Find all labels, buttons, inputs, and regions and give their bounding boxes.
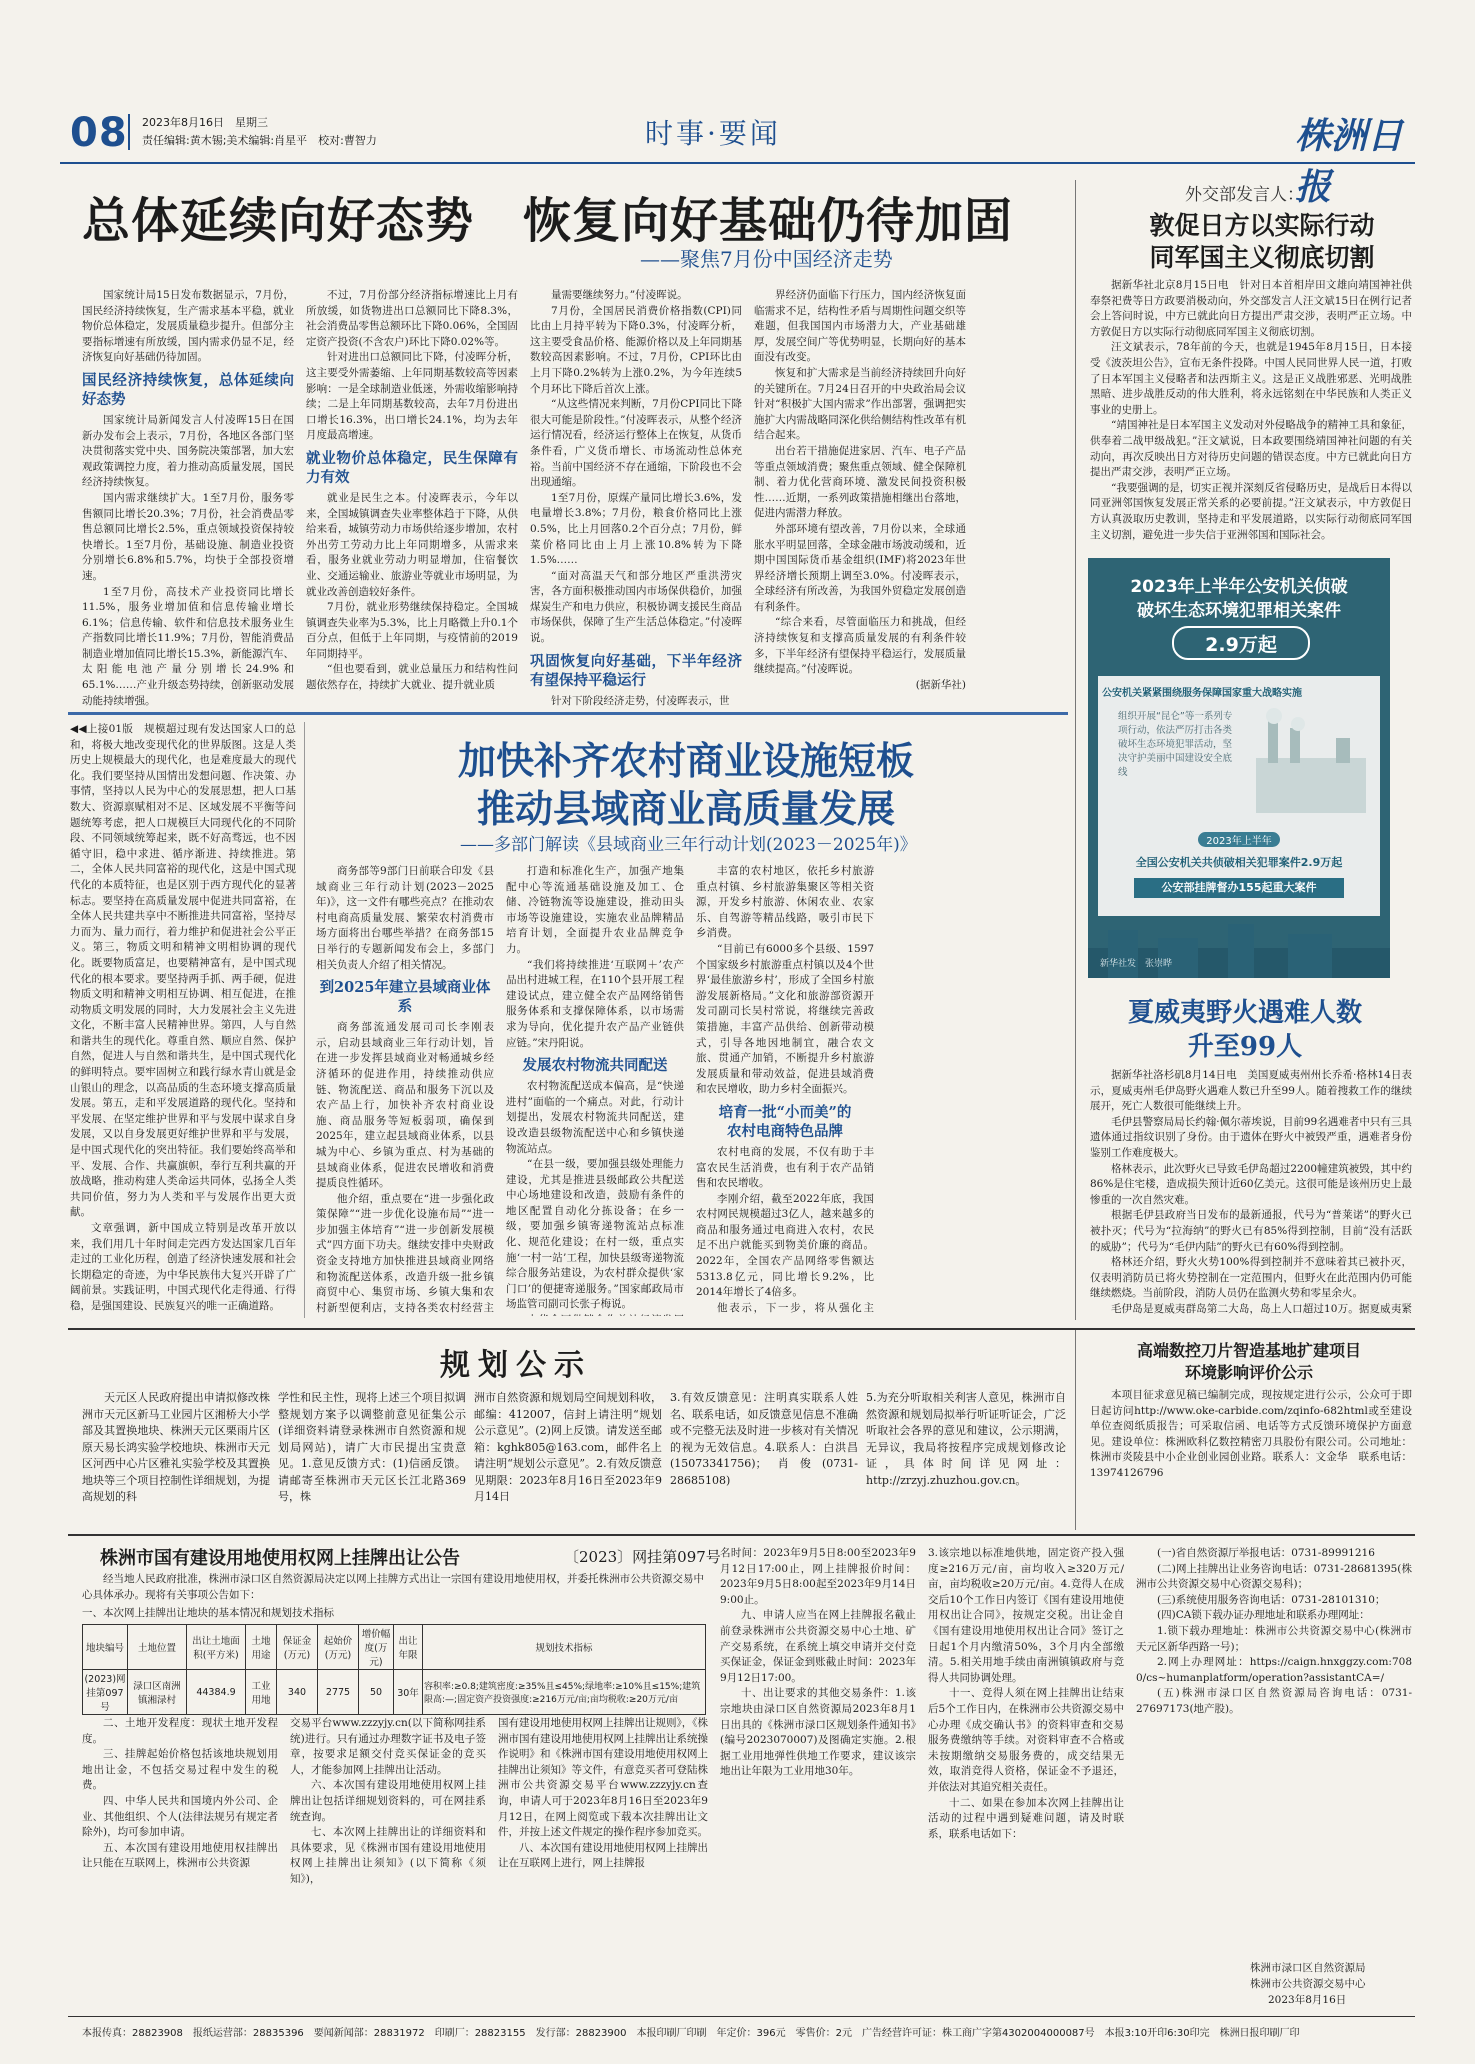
land-signature-2: 株洲市公共资源交易中心 xyxy=(1250,1978,1366,1990)
table-header-cell: 土地位置 xyxy=(128,1625,187,1670)
feature-c1-p2: 商务部流通发展司司长李刚表示，启动县域商业三年行动计划，旨在进一步发挥县域商业对畅通城乡经济循环的促进作用，持续推动供应链、物流配送、商品和服务下沉以及农产品上行，加快补齐农村商业设施、商品服务等短板弱项，确保到2025年，建立起县域商业体系，以县城为中心、乡镇为重点、村为基础的县域商业体系，促进农民增收和消费提质良性循环。 xyxy=(316,1021,494,1190)
lead-c4-p3: 出台若干措施促进家居、汽车、电子产品等重点领域消费；聚焦重点领域、健全保障机制、着力优化营商环境、激发民间投资积极性……近期，一系列政策措施相继出台落地，促进内需潜力释放。 xyxy=(754,444,966,520)
page-number: 08 xyxy=(70,110,128,156)
lead-source: (据新华社) xyxy=(915,678,966,691)
feature-c3-subhead-l2: 农村电商特色品牌 xyxy=(727,1122,843,1140)
lead-subtitle: ——聚焦7月份中国经济走势 xyxy=(640,247,893,271)
land-intro: 经当地人民政府批准，株洲市渌口区自然资源局决定以网上挂牌方式出让一宗国有建设用地使用权，并委托株洲市公共资源交易中心具体承办。现将有关事项公告如下： xyxy=(82,1573,704,1601)
lead-c1-p4: 1至7月份，高技术产业投资同比增长11.5%，服务业增加值和信息传输业增长6.1%；信息传输、软件和信息技术服务业生产指数同比增长11.9%；7月份，智能消费品制造业增加值同比增长15.3%，新能源汽车、太阳能电池产量分别增长24.9%和65.1%……产业升级态势持续，创新驱动发展动能持续增强。 xyxy=(82,585,294,707)
lead-c4-p4: 外部环境有望改善，7月份以来，全球通胀水平明显回落，全球金融市场波动缓和，近期中国国际货币基金组织(IMF)将2023年世界经济增长预期上调至3.0%。付凌晖表示，全球经济有所改善，为我国外贸稳定发展创造有利条件。 xyxy=(754,522,966,613)
feature-c3-p2: “目前已有6000多个县级、1597个国家级乡村旅游重点村镇以及4个世界‘最佳旅游乡村’，形成了全国乡村旅游发展新格局。”文化和旅游部资源开发司副司长吴村常说，将继续完善政策措施，丰富产品供给、创新带动模式，引导各地因地制宜，融合农文旅、贯通产加销，不断提升乡村旅游发展质量和带动效益，促进县域消费和农民增收，助力乡村全面振兴。 xyxy=(696,942,874,1096)
table-cell: 340 xyxy=(277,1670,318,1715)
wildfire-p3: 格林表示，此次野火已导致毛伊岛超过2200幢建筑被毁，其中约86%是住宅楼，造成损失预计近60亿美元。这很可能是该州历史上最惨重的一次自然灾难。 xyxy=(1090,1162,1412,1206)
land-m5: 八、本次国有建设用地使用权网上挂牌出让在互联网上进行，网上挂牌报 xyxy=(498,1841,708,1870)
mfa-title-line2: 同军国主义彻底切割 xyxy=(1149,243,1375,272)
footer-info: 本报传真：28823908 报纸运营部：28835396 要闻新闻部：28831972 印刷厂：28823155 发行部：28823900 本报印刷厂印刷 年定价：396元 零售价：2元 广告经营许可证：株工商广字第4302004000087号 本报3:10开印6:30印完 株洲日报印刷厂印 xyxy=(82,2028,1300,2039)
land-code: 〔2023〕网挂第097号 xyxy=(564,1548,721,1566)
land-m4: 国有建设用地使用权网上挂牌出让规则》，《株洲市国有建设用地使用权网上挂牌出让系统操作说明》和《株洲市国有建设用地使用权网上挂牌出让须知》等文件，有意竞买者可登陆株洲市公共资源交易平台www.zzzyjy.cn查询，申请人可于2023年8月16日至2023年9月12日，在网上阅览或下载本次挂牌出让文件，并按上述文件规定的操作程序参加竞买。 xyxy=(498,1717,708,1839)
table-header-cell: 起始价(万元) xyxy=(318,1625,359,1670)
feature-headline-line2: 推动县域商业高质量发展 xyxy=(476,786,895,831)
section-title: 时事·要闻 xyxy=(645,117,781,150)
wildfire-p2: 毛伊县警察局局长约翰·佩尔蒂埃说，目前99名遇难者中只有三具遗体通过指纹识别了身份。由于遗体在野火中被毁严重，遇难者身份鉴别工作难度极大。 xyxy=(1090,1115,1412,1159)
land-title: 株洲市国有建设用地使用权网上挂牌出让公告 xyxy=(100,1548,460,1569)
editor-credits: 责任编辑:黄木锡;美术编辑:肖星平 校对:曹智力 xyxy=(142,134,377,147)
lead-c1-p2: 国家统计局新闻发言人付凌晖15日在国新办发布会上表示，7月份，各地区各部门坚决贯彻落实党中央、国务院决策部署，加大宏观政策调控力度，着力推动高质量发展，国民经济持续恢复。 xyxy=(82,413,294,489)
land-column-4 xyxy=(720,1546,916,2010)
feature-c2-p5 xyxy=(506,1313,684,1316)
commentary-p2: 文章强调，新中国成立特别是改革开放以来，我们用几十年时间走完西方发达国家几百年走过的工业化历程，创造了经济快速发展和社会长期稳定的奇迹，为中华民族伟大复兴开辟了广阔前景。实践证明，中国式现代化走得通、行得稳，是强国建设、民族复兴的唯一正确道路。 xyxy=(70,1222,296,1312)
poster-factory-illustration xyxy=(1246,708,1376,818)
feature-column-3 xyxy=(696,864,874,1316)
land-r2: 九、申请人应当在网上挂牌报名截止前登录株洲市公共资源交易中心土地、矿产交易系统，在系统上填交申请并交付竞买保证金，保证金到账截止时间：2023年9月12日17:00。 xyxy=(720,1609,916,1684)
table-header-row xyxy=(83,1625,706,1670)
feature-c1-p3: 他介绍，重点要在“进一步强化政策保障”“进一步优化设施布局”“进一步加强主体培育”“进一步创新发展模式”四方面下功夫。继续安排中央财政资金支持地方加快推进县域商业网络和物流配送体系，改造升级一批乡镇商贸中心、集贸市场、乡镇大集和农村新型便利店，支持各类农村经营主 xyxy=(316,1192,494,1314)
table-header-cell: 增价幅度(万元) xyxy=(359,1625,394,1670)
land-contact-3: (三)系统使用服务咨询电话：0731-28101310； xyxy=(1157,1593,1386,1606)
poster-city-silhouette xyxy=(1088,918,1390,978)
land-r1: 名时间：2023年9月5日8:00至2023年9月12日17:00止，网上挂牌报价时间：2023年9月5日8:00起至2023年9月14日9:00止。 xyxy=(720,1547,916,1606)
feature-c1-p1: 商务部等9部门日前联合印发《县域商业三年行动计划(2023－2025年)》，这一文件有哪些亮点？在推动农村电商高质量发展、繁荣农村消费市场方面将出台哪些举措？在商务部15日举行的专题新闻发布会上，多部门相关负责人介绍了相关情况。 xyxy=(316,865,494,971)
land-signature-date: 2023年8月16日 xyxy=(1268,1994,1347,2006)
land-p5: 五、本次国有建设用地使用权挂牌出让只能在互联网上，株洲市公共资源 xyxy=(82,1841,278,1870)
lead-c4-p2: 恢复和扩大需求是当前经济持续回升向好的关键所在。7月24日召开的中央政治局会议针对“积极扩大国内需求”作出部署，强调把实施扩大内需战略同深化供给侧结构性改革有机结合起来。 xyxy=(754,366,966,442)
table-cell: 工业用地 xyxy=(246,1670,277,1715)
poster-amount: 2.9万起 xyxy=(1205,634,1277,656)
feature-c2-p4: “在县一级，要加强县级处理能力建设，尤其是推进县级邮政公共配送中心场地建设和改造，鼓励有条件的地区配置自动化分拣设备；在乡一级，要加强乡镇寄递物流站点标准化、规范化建设；在村一级，重点实施‘一村一站’工程，加快县级寄递物流综合服务站建设，为农村群众提供‘家门口’的便捷寄递服务。”国家邮政局市场监管司副司长张子梅说。 xyxy=(506,1158,684,1311)
land-contact-6: 2.网上办理网址：https://caign.hnxggzy.com:7080/cs~humanplatform/operation?assistantCA=/ xyxy=(1136,1656,1412,1684)
poster-title-line1: 2023年上半年公安机关侦破 xyxy=(1130,577,1348,597)
env-notice-body: 本项目征求意见稿已编制完成，现按规定进行公示，公众可于即日起访问http://www.oke-carbide.com/zqinfo-682html或至建设单位查阅纸质报告；可采取信函、电话等方式反馈环境保护方面意见。建设单位：株洲欧科亿数控精密刀具股份有限公司。公司地址：株洲市炎陵县中小企业创业园创业路。联系人：文金华 联系电话：13974126796 xyxy=(1090,1389,1412,1479)
feature-c3-subhead-l1: 培育一批“小而美”的 xyxy=(718,1103,852,1121)
issue-date: 2023年8月16日 星期三 xyxy=(142,116,268,129)
lead-c2-p4: 7月份，就业形势继续保持稳定。全国城镇调查失业率为5.3%，比上月略微上升0.1个百分点，但低于上年同期，与疫情前的2019年同期持平。 xyxy=(306,601,518,660)
table-header-cell: 规划技术指标 xyxy=(423,1625,706,1670)
wildfire-title-line2: 升至99人 xyxy=(1187,1032,1303,1062)
table-cell: 渌口区南洲镇湘渌村 xyxy=(128,1670,187,1715)
table-header-cell: 出让年限 xyxy=(394,1625,423,1670)
feature-top-rule xyxy=(68,712,1068,715)
lead-c2-subhead: 就业物价总体稳定，民生保障有力有效 xyxy=(306,449,518,486)
table-header-cell: 地块编号 xyxy=(83,1625,128,1670)
poster-credit: 新华社发 张崇晔 xyxy=(1100,959,1173,969)
env-notice-divider xyxy=(1075,1330,1076,1530)
feature-c1-subhead-1: 到2025年建立县域商业体系 xyxy=(319,979,491,1016)
lead-column-3 xyxy=(530,288,742,748)
lead-c1-subhead: 国民经济持续恢复，总体延续向好态势 xyxy=(82,371,294,408)
lead-c1-p1: 国家统计局15日发布数据显示，7月份，国民经济持续恢复，生产需求基本平稳，就业物价总体稳定，发展质量稳步提升。但部分主要指标增速有所放缓，国内需求仍显不足，经济恢复向好基础仍待加固。 xyxy=(82,289,294,364)
wildfire-body xyxy=(1090,1068,1412,1318)
planning-col-1: 天元区人民政府提出申请拟修改株洲市天元区新马工业园片区湘桥大小学部及其置换地块、株洲天元区栗雨片区原天易长鸿实验学校地块、株洲市天元区河西中心片区雅礼实验学校及其置换地块等三个项目控制性详细规划，为提高规划的科 xyxy=(82,1391,270,1503)
feature-c3-p3: 农村电商的发展，不仅有助于丰富农民生活消费，也有利于农产品销售和农民增收。 xyxy=(696,1145,874,1190)
land-m1: 交易平台www.zzzyjy.cn(以下简称网挂系统)进行。只有通过办理数字证书及电子签章，按要求足额交付竞买保证金的竞买人，才能参加网上挂牌出让活动。 xyxy=(290,1717,486,1776)
feature-subtitle: ——多部门解读《县域商业三年行动计划(2023－2025年)》 xyxy=(460,835,917,855)
mfa-p2: 汪文斌表示，78年前的今天，也就是1945年8月15日，日本接受《波茨坦公告》，宣布无条件投降。中国人民同世界人民一道，打败了日本军国主义侵略者和法西斯主义。这是正义战胜邪恶、光明战胜黑暗、进步战胜反动的伟大胜利，将永远铭刻在中华民族和人类正义事业的史册上。 xyxy=(1090,341,1412,416)
feature-c2-subhead-1: 发展农村物流共同配送 xyxy=(522,1057,668,1075)
poster-stat-2: 公安部挂牌督办155起重大案件 xyxy=(1134,878,1344,898)
mfa-body xyxy=(1090,278,1412,552)
lead-c3-p2: 7月份，全国居民消费价格指数(CPI)同比由上月持平转为下降0.3%，付凌晖分析，这主要受食品价格、能源价格以及上年同期基数较高因素影响。不过，7月份，CPI环比由上月下降0.2%转为上涨0.2%，为今年连续5个月环比下降后首次上涨。 xyxy=(530,304,742,395)
table-cell: 容积率:≥0.8;建筑密度:≥35%且≤45%;绿地率:≥10%且≤15%;建筑限高:—;固定资产投资强度:≥216万元/亩;亩均税收:≥20万元/亩 xyxy=(423,1670,706,1715)
lead-c3-p5: “面对高温天气和部分地区严重洪涝灾害，各方面积极推动国内市场保供稳价，加强煤炭生产和电力供应，积极协调支援民生商品市场保供，保障了生产生活总体稳定。”付凌晖说。 xyxy=(530,569,742,645)
lead-c3-p1: 量需要继续努力。”付凌晖说。 xyxy=(551,289,688,301)
lead-column-4 xyxy=(754,288,966,748)
commentary-divider xyxy=(304,722,305,1318)
footer-rule xyxy=(68,2016,1415,2017)
wildfire-title-line1: 夏威夷野火遇难人数 xyxy=(1127,998,1362,1028)
land-parcel-table xyxy=(82,1624,706,1715)
feature-headline-line1: 加快补齐农村商业设施短板 xyxy=(457,738,914,783)
land-p3: 三、挂牌起始价格包括该地块规划用地出让金，不包括交易过程中发生的税费。 xyxy=(82,1748,278,1792)
lead-c1-p3: 国内需求继续扩大。1至7月份，服务零售额同比增长20.3%；7月份，社会消费品零售总额同比增长2.5%，重点领域投资保持较快增长。1至7月份，基础设施、制造业投资分别增长6.8%和5.7%，均快于全部投资增速。 xyxy=(82,491,294,582)
land-contact-5: 1.锁下载办理地址：株洲市公共资源交易中心(株洲市天元区新华西路一号)； xyxy=(1136,1624,1412,1653)
mfa-p3: “靖国神社是日本军国主义发动对外侵略战争的精神工具和象征，供奉着二战甲级战犯。”汪文斌说，日本政要围绕靖国神社问题的有关动向，再次反映出日方对待历史问题的错误态度。中方已就此向日方提出严肃交涉，表明严正立场。 xyxy=(1090,419,1412,479)
feature-c2-p3: 农村物流配送成本偏高，是“快递进村”面临的一个痛点。对此，行动计划提出，发展农村物流共同配送，建设改造县级物流配送中心和乡镇快递物流站点。 xyxy=(506,1080,684,1155)
land-column-2 xyxy=(290,1716,486,2010)
feature-c2-p1: 打造和标准化生产，加强产地集配中心等流通基础设施及加工、仓储、冷链物流等设施建设，推动田头市场等设施建设，实施农业品牌精品培育计划，全面提升农业品牌竞争力。 xyxy=(506,865,684,955)
feature-c3-p1: 丰富的农村地区，依托乡村旅游重点村镇、乡村旅游集聚区等相关资源，开发乡村旅游、休闲农业、农家乐、自驾游等精品线路，吸引市民下乡消费。 xyxy=(696,865,874,940)
poster-stat-1: 全国公安机关共侦破相关犯罪案件2.9万起 xyxy=(1135,856,1343,869)
lead-c4-p5: “综合来看，尽管面临压力和挑战，但经济持续恢复和支撑高质量发展的有利条件较多，下半年经济有望保持平稳运行，发展质量继续提高。”付凌晖说。 xyxy=(754,616,966,676)
lead-c3-subhead: 巩固恢复向好基础，下半年经济有望保持平稳运行 xyxy=(530,652,742,689)
lead-c2-p2: 针对进出口总额同比下降，付凌晖分析，这主要受外需萎缩、上年同期基数较高等因素影响：一是全球制造业低迷，外需收缩影响持续；二是上年同期基数较高，去年7月份进出口增长16.3%，出口增长24.1%，均为去年月度最高增速。 xyxy=(306,351,518,442)
planning-col-5: 5.为充分听取相关利害人意见，株洲市自然资源和规划局拟举行听证听证会，广泛听取社会各界的意见和建议，公示期满，无异议，我局将按程序完成规划修改论证，具体时间详见网址：http://zrzyj.zhuzhou.gov.cn。 xyxy=(866,1391,1066,1487)
land-column-5 xyxy=(928,1546,1124,2010)
column-divider-right xyxy=(1075,180,1076,1320)
land-r3: 十、出让要求的其他交易条件：1.该宗地块由渌口区自然资源局2023年8月1日出具的《株洲市渌口区规划条件通知书》(编号2023070007)及图确定实施。2.根据工业用地弹性供地工作要求，建议该宗地出让年限为工业用地30年。 xyxy=(720,1687,916,1778)
lead-c2-p1: 不过，7月份部分经济指标增速比上月有所放缓，如货物进出口总额同比下降8.3%，社会消费品零售总额环比下降0.06%，全国固定资产投资(不含农户)环比下降0.02%等。 xyxy=(306,289,518,348)
table-cell: 44384.9 xyxy=(187,1670,246,1715)
planning-col-3: 洲市自然资源和规划局空间规划科收，邮编：412007，信封上请注明“规划公示意见”。(2)网上反馈。请发送至邮箱：kghk805@163.com，邮件名上请注明“规划公示意见”。2.有效反馈意见期限：2023年8月16日至2023年9月14日 xyxy=(474,1391,662,1503)
land-m3: 七、本次网上挂牌出让的详细资料和具体要求，见《株洲市国有建设用地使用权网上挂牌出让须知》(以下简称《须知》)， xyxy=(290,1826,486,1885)
poster-banner: 公安机关紧紧围绕服务保障国家重大战略实施 xyxy=(1102,688,1302,699)
lead-c3-p3: “从这些情况来判断，7月份CPI同比下降很大可能是阶段性。”付凌晖表示，从整个经济运行情况看，经济运行整体上在恢复，从货币条件看，广义货币增长、市场流动性总体充裕。当前中国经济不存在通缩，下阶段也不会出现通缩。 xyxy=(530,398,742,489)
masthead-separator xyxy=(128,114,130,150)
land-r5: 十一、竞得人须在网上挂牌出让结束后5个工作日内，在株洲市公共资源交易中心办理《成交确认书》的资料审查和交易服务费缴纳等手续。对资料审查不合格或未按期缴纳交易服务费的，成交结果无效，取消竞得人资格，保证金不予退还，并依法对其追究相关责任。 xyxy=(928,1687,1124,1793)
land-table-caption: 一、本次网上挂牌出让地块的基本情况和规划技术指标 xyxy=(82,1607,334,1619)
lead-headline: 总体延续向好态势 恢复向好基础仍待加固 xyxy=(82,193,1014,249)
table-header-cell: 出让土地面积(平方米) xyxy=(187,1625,246,1670)
land-contact-1: (一)省自然资源厅举报电话：0731-89991216 xyxy=(1157,1547,1375,1559)
poster-title-line2: 破坏生态环境犯罪相关案件 xyxy=(1137,601,1341,621)
wildfire-p4: 根据毛伊县政府当日发布的最新通报，代号为“普莱诺”的野火已被扑灭；代号为“拉海纳”的野火已有85%得到控制，目前“没有活跃的威胁”；代号为“毛伊内陆”的野火已有60%得到控制。 xyxy=(1090,1209,1412,1253)
eco-crime-poster xyxy=(1088,558,1390,978)
mfa-kicker: 外交部发言人： xyxy=(1185,185,1304,205)
mfa-p1: 据新华社北京8月15日电 针对日本首相岸田文雄向靖国神社供奉祭祀费等日方政要消极动向，外交部发言人汪文斌15日在例行记者会上答问时说，中方已就此向日方提出严肃交涉，表明严正立场。中方敦促日方以实际行动彻底同军国主义彻底切割。 xyxy=(1090,279,1412,338)
wildfire-p5: 格林还介绍，野火火势100%得到控制并不意味着其已被扑灭，仅表明消防员已将火势控制在一定范围内，但野火在此范围内仍可能继续燃烧。当前阶段，消防人员仍在监测火势和零星余火。 xyxy=(1090,1256,1412,1300)
paper-name-logo: 株洲日报 xyxy=(1295,115,1404,208)
land-column-1 xyxy=(82,1716,278,2010)
land-r6: 十二、如果在参加本次网上挂牌出让活动的过程中遇到疑难问题，请及时联系，联系电话如下： xyxy=(928,1796,1124,1840)
land-contact-7: (五)株洲市渌口区自然资源局咨询电话：0731-27697173(地产股)。 xyxy=(1136,1687,1412,1715)
feature-column-1 xyxy=(316,864,494,1316)
poster-period: 2023年上半年 xyxy=(1198,832,1280,847)
wildfire-p6: 毛伊岛是夏威夷群岛第二大岛，岛上人口超过10万。据夏威夷紧 xyxy=(1111,1302,1412,1315)
lead-c3-p6: 针对下阶段经济走势，付凌晖表示，世 xyxy=(551,694,730,707)
planning-title: 规划公示 xyxy=(440,1348,592,1383)
planning-col-4: 3.有效反馈意见：注明真实联系人姓名、联系电话，如反馈意见信息不准确或不完整无法及时进一步核对有关情况的视为无效信息。4.联系人：白洪昌(15073341756)；肖俊(0731-28685108) xyxy=(670,1391,858,1487)
feature-c3-p5: 他表示，下一步，将从强化主 xyxy=(717,1301,874,1314)
table-cell: 30年 xyxy=(394,1670,423,1715)
land-column-6 xyxy=(1136,1546,1412,1958)
lead-c4-p1: 界经济仍面临下行压力，国内经济恢复面临需求不足，结构性矛盾与周期性问题交织等难题，但我国国内市场潜力大，产业基础雄厚，发展空间广等优势明显，长期向好的基本面没有改变。 xyxy=(754,289,966,364)
lead-c3-p4: 1至7月份，原煤产量同比增长3.6%，发电量增长3.8%；7月份，粮食价格同比上涨0.5%，比上月回落0.2个百分点；7月份，鲜菜价格同比由上月上涨10.8%转为下降1.5%…… xyxy=(530,491,742,567)
feature-c2-p2: “我们将持续推进‘互联网＋’农产品出村进城工程，在110个县开展工程建设试点，建立健全农产品网络销售服务体系和支撑保障体系，以市场需求为导向，优化提升农产品产业链供应链。”宋丹阳说。 xyxy=(506,958,684,1049)
table-cell: 2775 xyxy=(318,1670,359,1715)
land-p4: 四、中华人民共和国境内外公司、企业、其他组织、个人(法律法规另有规定者除外)，均可参加申请。 xyxy=(82,1794,278,1839)
mfa-p4: “我要强调的是，切实正视并深刻反省侵略历史，是战后日本得以同亚洲邻国恢复发展正常关系的必要前提。”汪文斌表示，中方敦促日方认真汲取历史教训，坚持走和平发展道路，以实际行动彻底同军国主义切割，避免进一步失信于亚洲邻国和国际社会。 xyxy=(1090,481,1412,541)
land-column-3 xyxy=(498,1716,708,2010)
land-contact-4: (四)CA锁下载办证办理地址和联系办理网址： xyxy=(1157,1609,1370,1622)
commentary-p1: ◀◀上接01版 规模超过现有发达国家人口的总和，将极大地改变现代化的世界版图。这是人类历史上规模最大的现代化，也是难度最大的现代化。我们要坚持从国情出发想问题、作决策、办事情，坚持以人民为中心的发展思想，把人口基数大、资源禀赋相对不足、区域发展不平衡等问题统筹考虑，把人口规模巨大同现代化的不同阶段、不同领域统筹起来，既不好高骛远，也不因循守旧，稳中求进、循序渐进、持续推进。第二，全体人民共同富裕的现代化，这是中国式现代化的本质特征，也是区别于西方现代化的显著标志。要坚持在高质量发展中促进共同富裕，在全体人民共建共享中不断推进共同富裕，坚持尽力而为、量力而行，着力维护和促进社会公平正义。第三，物质文明和精神文明相协调的现代化。既要物质富足，也要精神富有，是中国式现代化的根本要求。要坚持两手抓、两手硬，促进物质文明和精神文明相互协调、相互促进，在推动物质文明发展的同时，大力发展社会主义先进文化，不断丰富人民精神世界。第四，人与自然和谐共生的现代化。尊重自然、顺应自然、保护自然，促进人与自然和谐共生，是中国式现代化的鲜明特点。要牢固树立和践行绿水青山就是金山银山的理念，以高品质的生态环境支撑高质量发展。第五，走和平发展道路的现代化。坚持和平发展、在坚定维护世界和平与发展中谋求自身发展，又以自身发展更好维护世界和平与发展，是中国式现代化的突出特征。我们要始终高举和平、发展、合作、共赢旗帜，奉行互利共赢的开放战略，推动构建人类命运共同体，弘扬全人类共同价值，努力为人类和平与发展作出更大贡献。 xyxy=(70,723,296,1219)
env-notice-title-line1: 高端数控刀片智造基地扩建项目 xyxy=(1136,1341,1361,1360)
land-top-rule xyxy=(68,1534,1415,1536)
wildfire-p1: 据新华社洛杉矶8月14日电 美国夏威夷州州长乔希·格林14日表示，夏威夷州毛伊岛野火遇难人数已升至99人。随着搜救工作的继续展开，死亡人数很可能继续上升。 xyxy=(1090,1069,1412,1113)
land-m2: 六、本次国有建设用地使用权网上挂牌出让包括详细规划资料的，可在网挂系统查询。 xyxy=(290,1779,486,1823)
lead-c2-p3: 就业是民生之本。付凌晖表示，今年以来，全国城镇调查失业率整体趋于下降，从供给来看，城镇劳动力市场供给逐步增加，农村外出劳工劳动力比上年同期增多，从需求来看，服务业就业劳动力明显增加，住宿餐饮业、交通运输业、旅游业等就业市场明显，为就业改善创造较好条件。 xyxy=(306,491,518,598)
land-signature-1: 株洲市渌口区自然资源局 xyxy=(1250,1962,1366,1974)
land-r4: 3.该宗地以标准地供地，固定资产投入强度≥216万元/亩，亩均收入≥320万元/亩，亩均税收≥20万元/亩。4.竞得人在成交后10个工作日内签订《国有建设用地使用权出让合同》，按规定交税。出让金自《国有建设用地使用权出让合同》签订之日起1个月内缴清50%，3个月内全部缴清。5.相关用地手续由南洲镇镇政府与竞得人共同协调处理。 xyxy=(928,1547,1124,1684)
feature-column-2 xyxy=(506,864,684,1316)
feature-c3-p4: 李刚介绍，截至2022年底，我国农村网民规模超过3亿人，越来越多的商品和服务通过电商进入农村，农民足不出户就能买到物美价廉的商品。2022年，全国农产品网络零售额达5313.8亿元，同比增长9.2%，比2014年增长了4倍多。 xyxy=(696,1192,874,1299)
lead-c2-p5: “但也要看到，就业总量压力和结构性问题依然存在，持续扩大就业、提升就业质 xyxy=(306,663,518,692)
lead-column-1 xyxy=(82,288,294,748)
mfa-title-line1: 敦促日方以实际行动 xyxy=(1149,211,1375,240)
planning-col-2: 学性和民主性，现将上述三个项目拟调整规划方案予以调整前意见征集公示(详细资料请登录株洲市自然资源和规划局网站)，请广大市民提出宝贵意见。1.意见反馈方式：(1)信函反馈。请邮寄至株洲市天元区长江北路369号，株 xyxy=(278,1391,466,1503)
land-contact-2: (二)网上挂牌出让业务咨询电话：0731-28681395(株洲市公共资源交易中心资源交易科)； xyxy=(1136,1562,1412,1591)
table-row xyxy=(83,1670,706,1715)
lead-column-2 xyxy=(306,288,518,748)
table-cell: 50 xyxy=(359,1670,394,1715)
table-header-cell: 土地用途 xyxy=(246,1625,277,1670)
notice-top-rule xyxy=(68,1328,1415,1330)
commentary-column xyxy=(70,722,296,1318)
table-cell: (2023)网挂第097号 xyxy=(83,1670,128,1715)
env-notice-title-line2: 环境影响评价公示 xyxy=(1184,1363,1313,1382)
land-p2: 二、土地开发程度：现状土地开发程度。 xyxy=(82,1717,278,1745)
masthead-rule xyxy=(60,162,1415,164)
table-header-cell: 保证金(万元) xyxy=(277,1625,318,1670)
poster-description: 组织开展“昆仑”等一系列专项行动，依法严厉打击各类破坏生态环境犯罪活动，坚决守护美丽中国建设安全底线 xyxy=(1118,711,1233,778)
